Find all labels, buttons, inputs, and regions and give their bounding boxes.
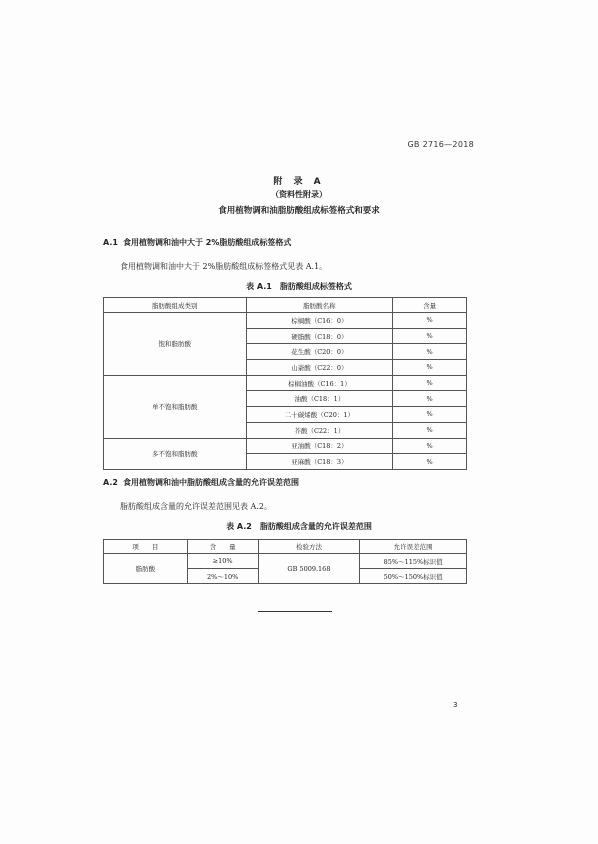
category-cell: 饱和脂肪酸 (104, 313, 247, 376)
item-cell: 脂肪酸 (104, 554, 188, 584)
fatty-acid-name: 二十碳烯酸（C20：1） (246, 407, 393, 423)
table-row (104, 375, 467, 391)
table-row (104, 554, 467, 569)
table-a1 (103, 297, 467, 470)
fatty-acid-name: 花生酸（C20：0） (246, 344, 393, 360)
fatty-acid-name: 山嵛酸（C22：0） (246, 360, 393, 376)
header-test-method: 检验方法 (258, 540, 360, 554)
content-range: 2%～10% (187, 569, 258, 584)
header-category: 脂肪酸组成类别 (104, 298, 247, 313)
content-unit: % (393, 360, 467, 376)
category-cell: 多不饱和脂肪酸 (104, 438, 247, 469)
fatty-acid-name: 亚麻酸（C18：3） (246, 454, 393, 470)
content-range: ≥10% (187, 554, 258, 569)
content-unit: % (393, 313, 467, 329)
header-fatty-acid-name: 脂肪酸名称 (246, 298, 393, 313)
content-unit: % (393, 438, 467, 454)
section-a1-number: A.1 (103, 238, 118, 247)
fatty-acid-name: 硬脂酸（C18：0） (246, 328, 393, 344)
table-a2-caption: 表 A.2 脂肪酸组成含量的允许误差范围 (226, 522, 372, 531)
table-row (104, 313, 467, 329)
table-a2 (103, 539, 467, 584)
section-a1-title: 食用植物调和油中大于 2%脂肪酸组成标签格式 (123, 238, 292, 247)
table-a1-caption: 表 A.1 脂肪酸组成标签格式 (246, 282, 352, 291)
fatty-acid-name: 棕榈酸（C16：0） (246, 313, 393, 329)
appendix-nature: （资料性附录） (271, 190, 327, 199)
test-method-cell: GB 5009.168 (258, 554, 360, 584)
tolerance-range: 85%～115%标识值 (360, 554, 467, 569)
content-unit: % (393, 375, 467, 391)
fatty-acid-name: 亚油酸（C18：2） (246, 438, 393, 454)
header-item: 项 目 (104, 540, 188, 554)
appendix-heading: 食用植物调和油脂肪酸组成标签格式和要求 (218, 206, 380, 216)
table-row (104, 438, 467, 454)
section-a2-heading (103, 477, 299, 488)
table-header-row (104, 298, 467, 313)
section-a2-paragraph: 脂肪酸组成含量的允许误差范围见表 A.2。 (120, 502, 272, 511)
end-rule (258, 611, 332, 612)
fatty-acid-name: 油酸（C18：1） (246, 391, 393, 407)
content-unit: % (393, 344, 467, 360)
content-unit: % (393, 328, 467, 344)
section-a1-heading (103, 237, 291, 248)
header-content: 含 量 (187, 540, 258, 554)
content-unit: % (393, 391, 467, 407)
content-unit: % (393, 407, 467, 423)
appendix-title: 附 录 A (273, 177, 325, 187)
content-unit: % (393, 422, 467, 438)
standard-code: GB 2716—2018 (407, 140, 474, 149)
fatty-acid-name: 芥酸（C22：1） (246, 422, 393, 438)
category-cell: 单不饱和脂肪酸 (104, 375, 247, 438)
section-a2-number: A.2 (103, 478, 118, 487)
header-tolerance: 允许误差范围 (360, 540, 467, 554)
tolerance-range: 50%～150%标识值 (360, 569, 467, 584)
page-number: 3 (453, 701, 458, 709)
header-content: 含量 (393, 298, 467, 313)
section-a2-title: 食用植物调和油中脂肪酸组成含量的允许误差范围 (123, 478, 299, 487)
content-unit: % (393, 454, 467, 470)
fatty-acid-name: 棕榈油酸（C16：1） (246, 375, 393, 391)
section-a1-paragraph: 食用植物调和油中大于 2%脂肪酸组成标签格式见表 A.1。 (120, 262, 328, 271)
table-header-row (104, 540, 467, 554)
